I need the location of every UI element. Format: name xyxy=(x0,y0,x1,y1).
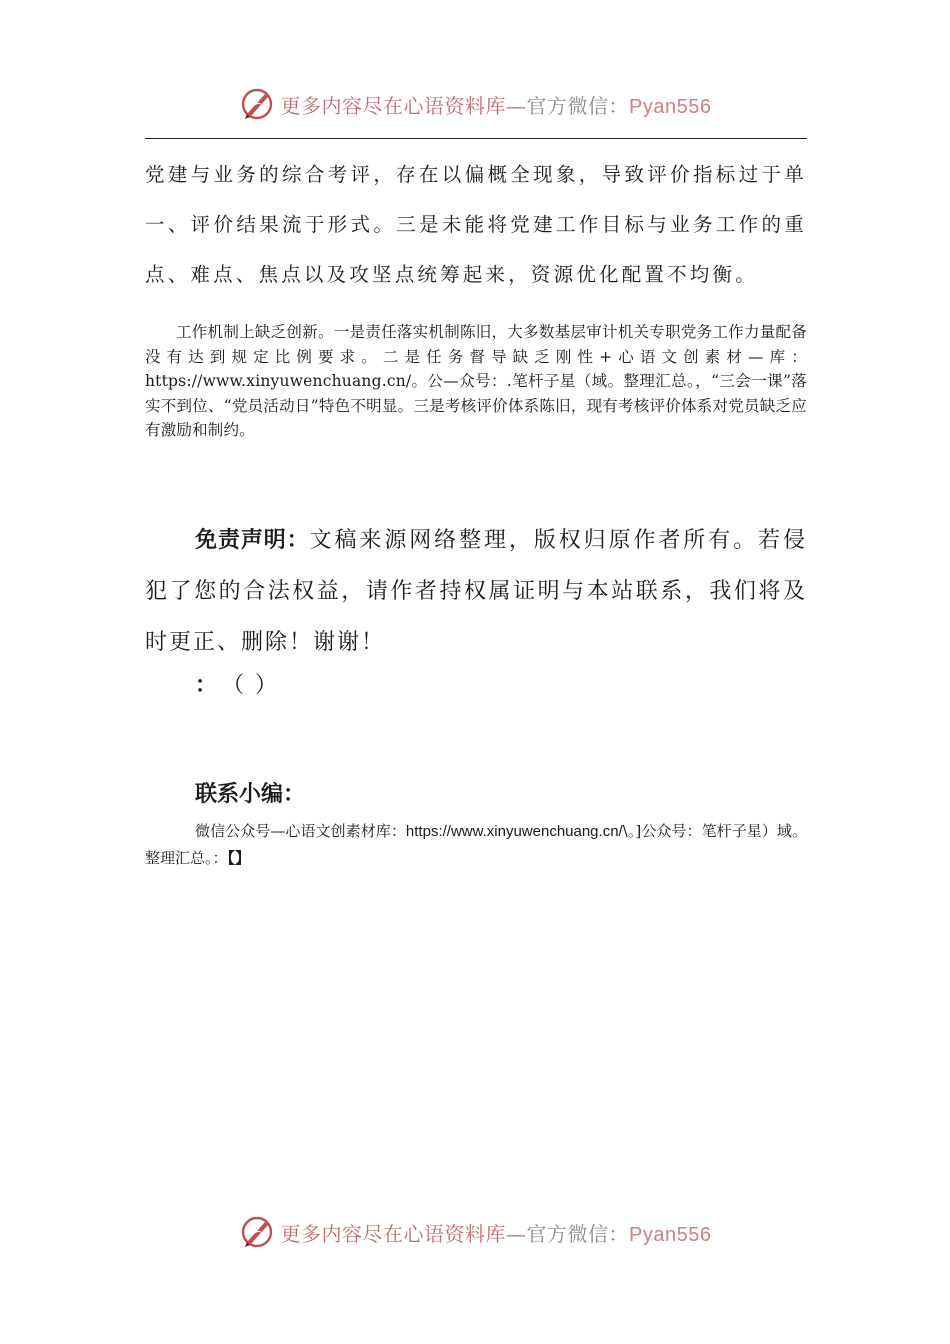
contact-text-before: 微信公众号—心语文创素材库： xyxy=(195,821,406,840)
header-banner-text xyxy=(281,90,712,119)
header-banner-dash: — xyxy=(506,93,527,118)
disclaimer-tail xyxy=(145,662,807,710)
disclaimer xyxy=(145,515,807,668)
pen-logo-icon xyxy=(239,86,275,122)
footer-banner-wechat-id: Pyan556 xyxy=(629,1223,712,1246)
contact-text-after: \。]公众号：笔杆子星）域。整理汇总。： xyxy=(145,821,807,867)
disclaimer-colon: ： xyxy=(195,672,220,698)
footer-banner-dash: — xyxy=(506,1221,527,1246)
contact-bracket: 【】 xyxy=(227,848,251,867)
paragraph-2: 工作机制上缺乏创新。一是责任落实机制陈旧，大多数基层审计机关专职党务工作力量配备没有达到规定比例要求。二是任务督导缺乏刚性+心语文创素材—库：https://www.xinyuwenchuang.cn/。公—众号：.笔杆子星（域。整理汇总。，“三会一课”落实不到位、“党员活动日”特色不明显。三是考核评价体系陈旧，现有考核评价体系对党员缺乏应有激励和制约。 xyxy=(145,323,807,439)
pen-logo-icon xyxy=(239,1214,275,1250)
disclaimer-parens: （ ） xyxy=(233,672,280,698)
header-banner-wechat-label: 官方微信： xyxy=(526,93,630,118)
disclaimer-label: 免责声明： xyxy=(195,527,310,553)
contact-url: https://www.xinyuwenchuang.cn/ xyxy=(405,822,623,840)
footer-banner-title: 更多内容尽在心语资料库 xyxy=(280,1221,507,1246)
header-banner-title: 更多内容尽在心语资料库 xyxy=(280,93,507,118)
contact-text xyxy=(145,818,807,871)
header-banner-wechat-id: Pyan556 xyxy=(629,95,712,118)
document-body xyxy=(145,150,807,871)
paragraph-1: 党建与业务的综合考评，存在以偏概全现象，导致评价指标过于单一、评价结果流于形式。三是未能将党建工作目标与业务工作的重点、难点、焦点以及攻坚点统筹起来，资源优化配置不均衡。 xyxy=(145,163,807,286)
header-divider xyxy=(145,138,807,139)
footer-banner-wechat-label: 官方微信： xyxy=(526,1221,630,1246)
disclaimer-text: 文稿来源网络整理，版权归原作者所有。若侵犯了您的合法权益，请作者持权属证明与本站联系，我们将及时更正、删除！谢谢！ xyxy=(145,527,807,655)
contact-title: 联系小编： xyxy=(195,781,306,807)
footer-banner xyxy=(0,1210,950,1254)
footer-banner-text xyxy=(281,1218,712,1247)
header-banner xyxy=(0,82,950,126)
